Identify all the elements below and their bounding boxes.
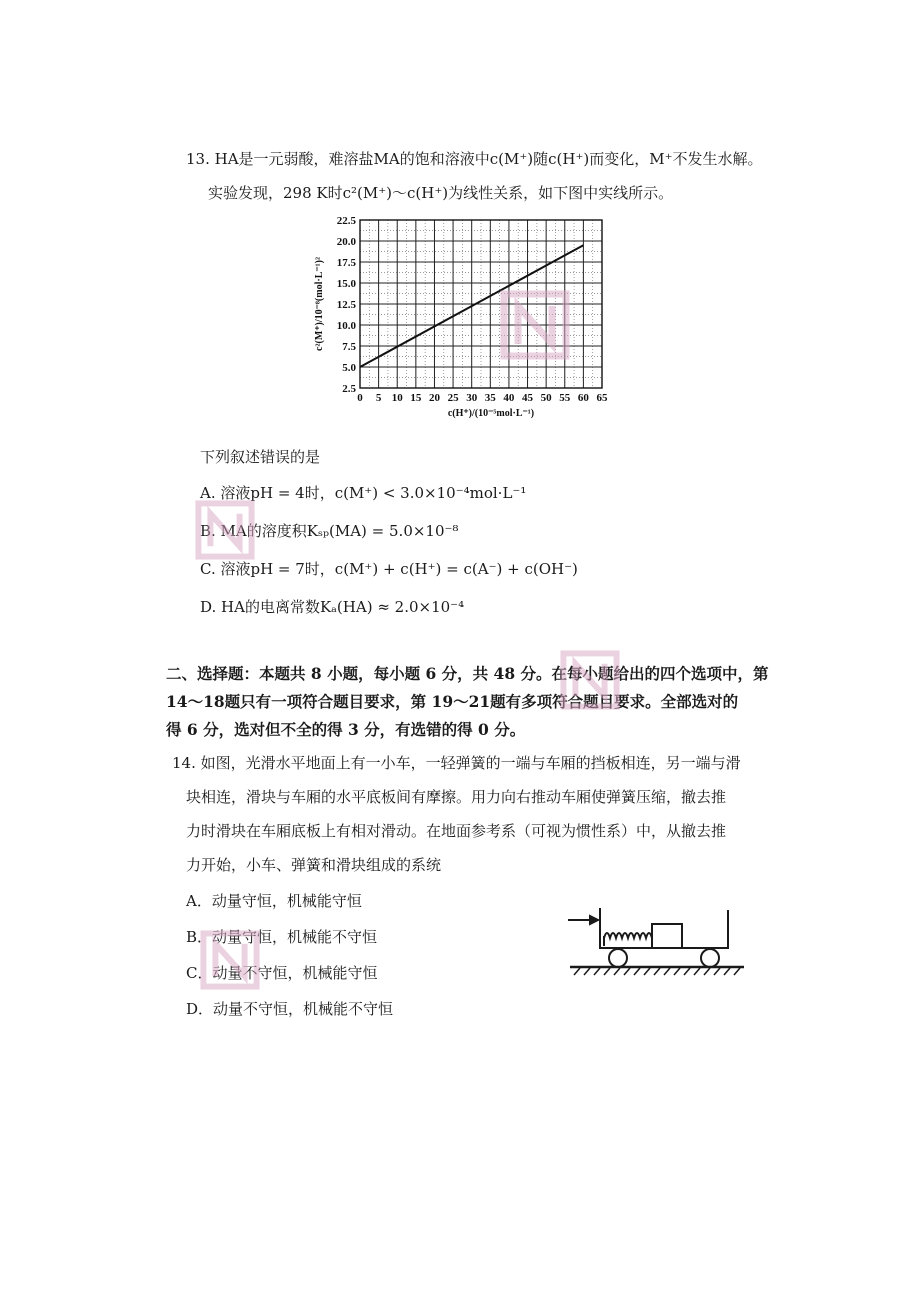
- q13-line-chart: [308, 210, 628, 442]
- ground-hatching: [574, 968, 740, 975]
- x-tick-label: 35: [484, 392, 496, 404]
- q13-option-b: B. MA的溶度积Kₛₚ(MA) = 5.0×10⁻⁸: [200, 522, 459, 540]
- y-tick-label: 17.5: [336, 257, 356, 269]
- y-tick-label: 15.0: [336, 278, 356, 290]
- spring: [604, 933, 652, 938]
- q13-option-c: C. 溶液pH = 7时，c(M⁺) + c(H⁺) = c(A⁻) + c(OH⁻): [200, 560, 578, 578]
- cart-spring-block-diagram: [560, 900, 750, 980]
- q13-line2: 实验发现，298 K时c²(M⁺)～c(H⁺)为线性关系，如下图中实线所示。: [208, 184, 674, 202]
- watermark-logo-1: [500, 290, 570, 360]
- x-tick-label: 40: [503, 392, 515, 404]
- watermark-logo-3: [560, 650, 620, 710]
- cart-wheel-left: [609, 949, 627, 967]
- y-tick-label: 2.5: [342, 383, 356, 395]
- x-tick-label: 55: [559, 392, 571, 404]
- cart-wheel-right: [701, 949, 719, 967]
- watermark-logo-2: [195, 500, 255, 560]
- x-tick-label: 0: [357, 392, 363, 404]
- x-tick-label: 10: [391, 392, 403, 404]
- y-axis-label: c²(M⁺)/10⁻⁸(mol·L⁻¹)²: [314, 257, 325, 351]
- x-tick-label: 30: [466, 392, 478, 404]
- slider-block: [652, 924, 682, 948]
- q14-option-a: A．动量守恒，机械能守恒: [186, 892, 362, 910]
- q14-option-b: B．动量守恒，机械能不守恒: [186, 928, 378, 946]
- push-force-arrow-head: [590, 916, 598, 924]
- y-tick-label: 12.5: [336, 299, 356, 311]
- cart-body: [600, 908, 728, 948]
- x-tick-label: 15: [410, 392, 422, 404]
- q14-option-d: D．动量不守恒，机械能不守恒: [186, 1000, 394, 1018]
- x-tick-label: 20: [428, 392, 440, 404]
- x-tick-label: 45: [522, 392, 534, 404]
- x-tick-label: 60: [577, 392, 589, 404]
- q14-line3: 力时滑块在车厢底板上有相对滑动。在地面参考系（可视为惯性系）中，从撤去推: [186, 822, 727, 840]
- q14-line2: 块相连，滑块与车厢的水平底板间有摩擦。用力向右推动车厢使弹簧压缩，撤去推: [186, 788, 727, 806]
- section2-line3: 得 6 分，选对但不全的得 3 分，有选错的得 0 分。: [166, 720, 526, 739]
- y-tick-label: 22.5: [336, 215, 356, 227]
- y-tick-label: 10.0: [336, 320, 356, 332]
- x-tick-label: 65: [596, 392, 608, 404]
- q13-option-a: A. 溶液pH = 4时，c(M⁺) < 3.0×10⁻⁴mol·L⁻¹: [200, 484, 527, 502]
- x-tick-label: 50: [540, 392, 552, 404]
- y-tick-label: 20.0: [336, 236, 356, 248]
- x-axis-label: c(H⁺)/(10⁻⁵mol·L⁻¹): [447, 408, 535, 419]
- section2-line2: 14～18题只有一项符合题目要求，第 19～21题有多项符合题目要求。全部选对的: [166, 692, 739, 711]
- q13-prompt: 下列叙述错误的是: [200, 448, 321, 466]
- watermark-logo-4: [200, 930, 260, 990]
- q14-line4: 力开始，小车、弹簧和滑块组成的系统: [186, 856, 442, 874]
- q13-option-d: D. HA的电离常数Kₐ(HA) ≈ 2.0×10⁻⁴: [200, 598, 465, 616]
- y-tick-label: 7.5: [342, 341, 356, 353]
- q14-option-c: C．动量不守恒，机械能守恒: [186, 964, 378, 982]
- section2-line1: 二、选择题：本题共 8 小题，每小题 6 分，共 48 分。在每小题给出的四个选项中，第: [166, 664, 769, 683]
- x-tick-label: 5: [375, 392, 382, 404]
- x-tick-label: 25: [447, 392, 459, 404]
- q13-line1: 13. HA是一元弱酸，难溶盐MA的饱和溶液中c(M⁺)随c(H⁺)而变化，M⁺不发生水解。: [186, 150, 763, 168]
- q14-line1: 14. 如图，光滑水平地面上有一小车，一轻弹簧的一端与车厢的挡板相连，另一端与滑: [172, 754, 741, 772]
- y-tick-label: 5.0: [342, 362, 356, 374]
